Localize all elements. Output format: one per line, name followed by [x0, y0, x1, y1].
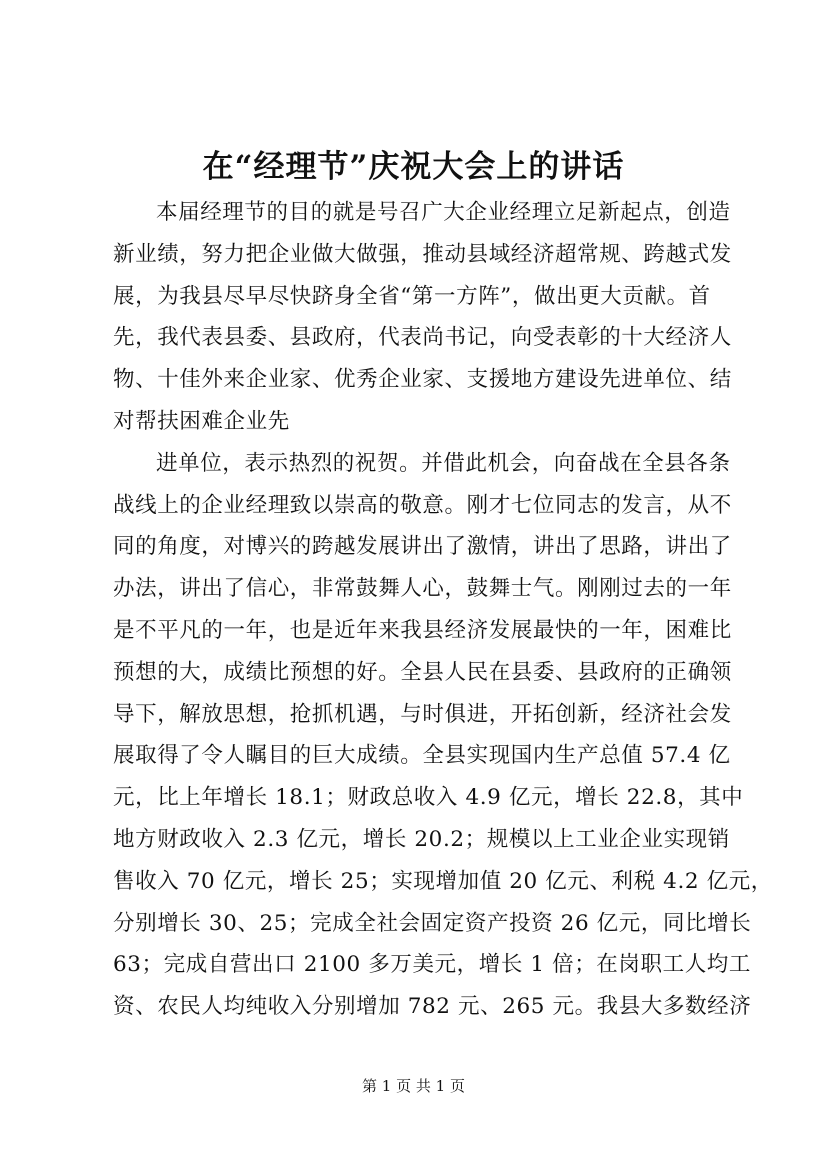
paragraph-line: 是不平凡的一年，也是近年来我县经济发展最快的一年，困难比 — [113, 617, 732, 643]
document-title: 在“经理节”庆祝大会上的讲话 — [202, 149, 625, 185]
paragraph-line: 预想的大，成绩比预想的好。全县人民在县委、县政府的正确领 — [113, 659, 732, 685]
paragraph-line: 物、十佳外来企业家、优秀企业家、支援地方建设先进单位、结 — [113, 367, 732, 393]
paragraph-line: 资、农民人均纯收入分别增加 782 元、265 元。我县大多数经济 — [113, 994, 752, 1020]
paragraph-line: 先，我代表县委、县政府，代表尚书记，向受表彰的十大经济人 — [113, 325, 732, 351]
paragraph-line: 展，为我县尽早尽快跻身全省“第一方阵”，做出更大贡献。首 — [113, 283, 711, 309]
paragraph-line: 办法，讲出了信心，非常鼓舞人心，鼓舞士气。刚刚过去的一年 — [113, 576, 732, 602]
paragraph-line: 战线上的企业经理致以崇高的敬意。刚才七位同志的发言，从不 — [113, 492, 732, 518]
paragraph-line: 63；完成自营出口 2100 多万美元，增长 1 倍；在岗职工人均工 — [113, 952, 751, 978]
page-footer: 第 1 页 共 1 页 — [362, 1077, 465, 1095]
paragraph-line: 同的角度，对博兴的跨越发展讲出了激情，讲出了思路，讲出了 — [113, 534, 732, 560]
document-body — [113, 192, 773, 1028]
paragraph-line: 进单位，表示热烈的祝贺。并借此机会，向奋战在全县各条 — [156, 450, 731, 476]
paragraph-line: 导下，解放思想，抢抓机遇，与时俱进，开拓创新，经济社会发 — [113, 701, 732, 727]
paragraph-line: 地方财政收入 2.3 亿元，增长 20.2；规模以上工业企业实现销 — [113, 826, 730, 852]
paragraph-line: 新业绩，努力把企业做大做强，推动县域经济超常规、跨越式发 — [113, 241, 732, 267]
paragraph-line: 展取得了令人瞩目的巨大成绩。全县实现国内生产总值 57.4 亿 — [113, 743, 731, 769]
paragraph-line: 分别增长 30、25；完成全社会固定资产投资 26 亿元，同比增长 — [113, 910, 752, 936]
paragraph-line: 元，比上年增长 18.1；财政总收入 4.9 亿元，增长 22.8，其中 — [113, 785, 744, 811]
paragraph-line: 本届经理节的目的就是号召广大企业经理立足新起点，创造 — [156, 200, 731, 225]
paragraph-line: 对帮扶困难企业先 — [113, 408, 290, 434]
paragraph-line: 售收入 70 亿元，增长 25；实现增加值 20 亿元、利税 4.2 亿元， — [113, 868, 773, 894]
